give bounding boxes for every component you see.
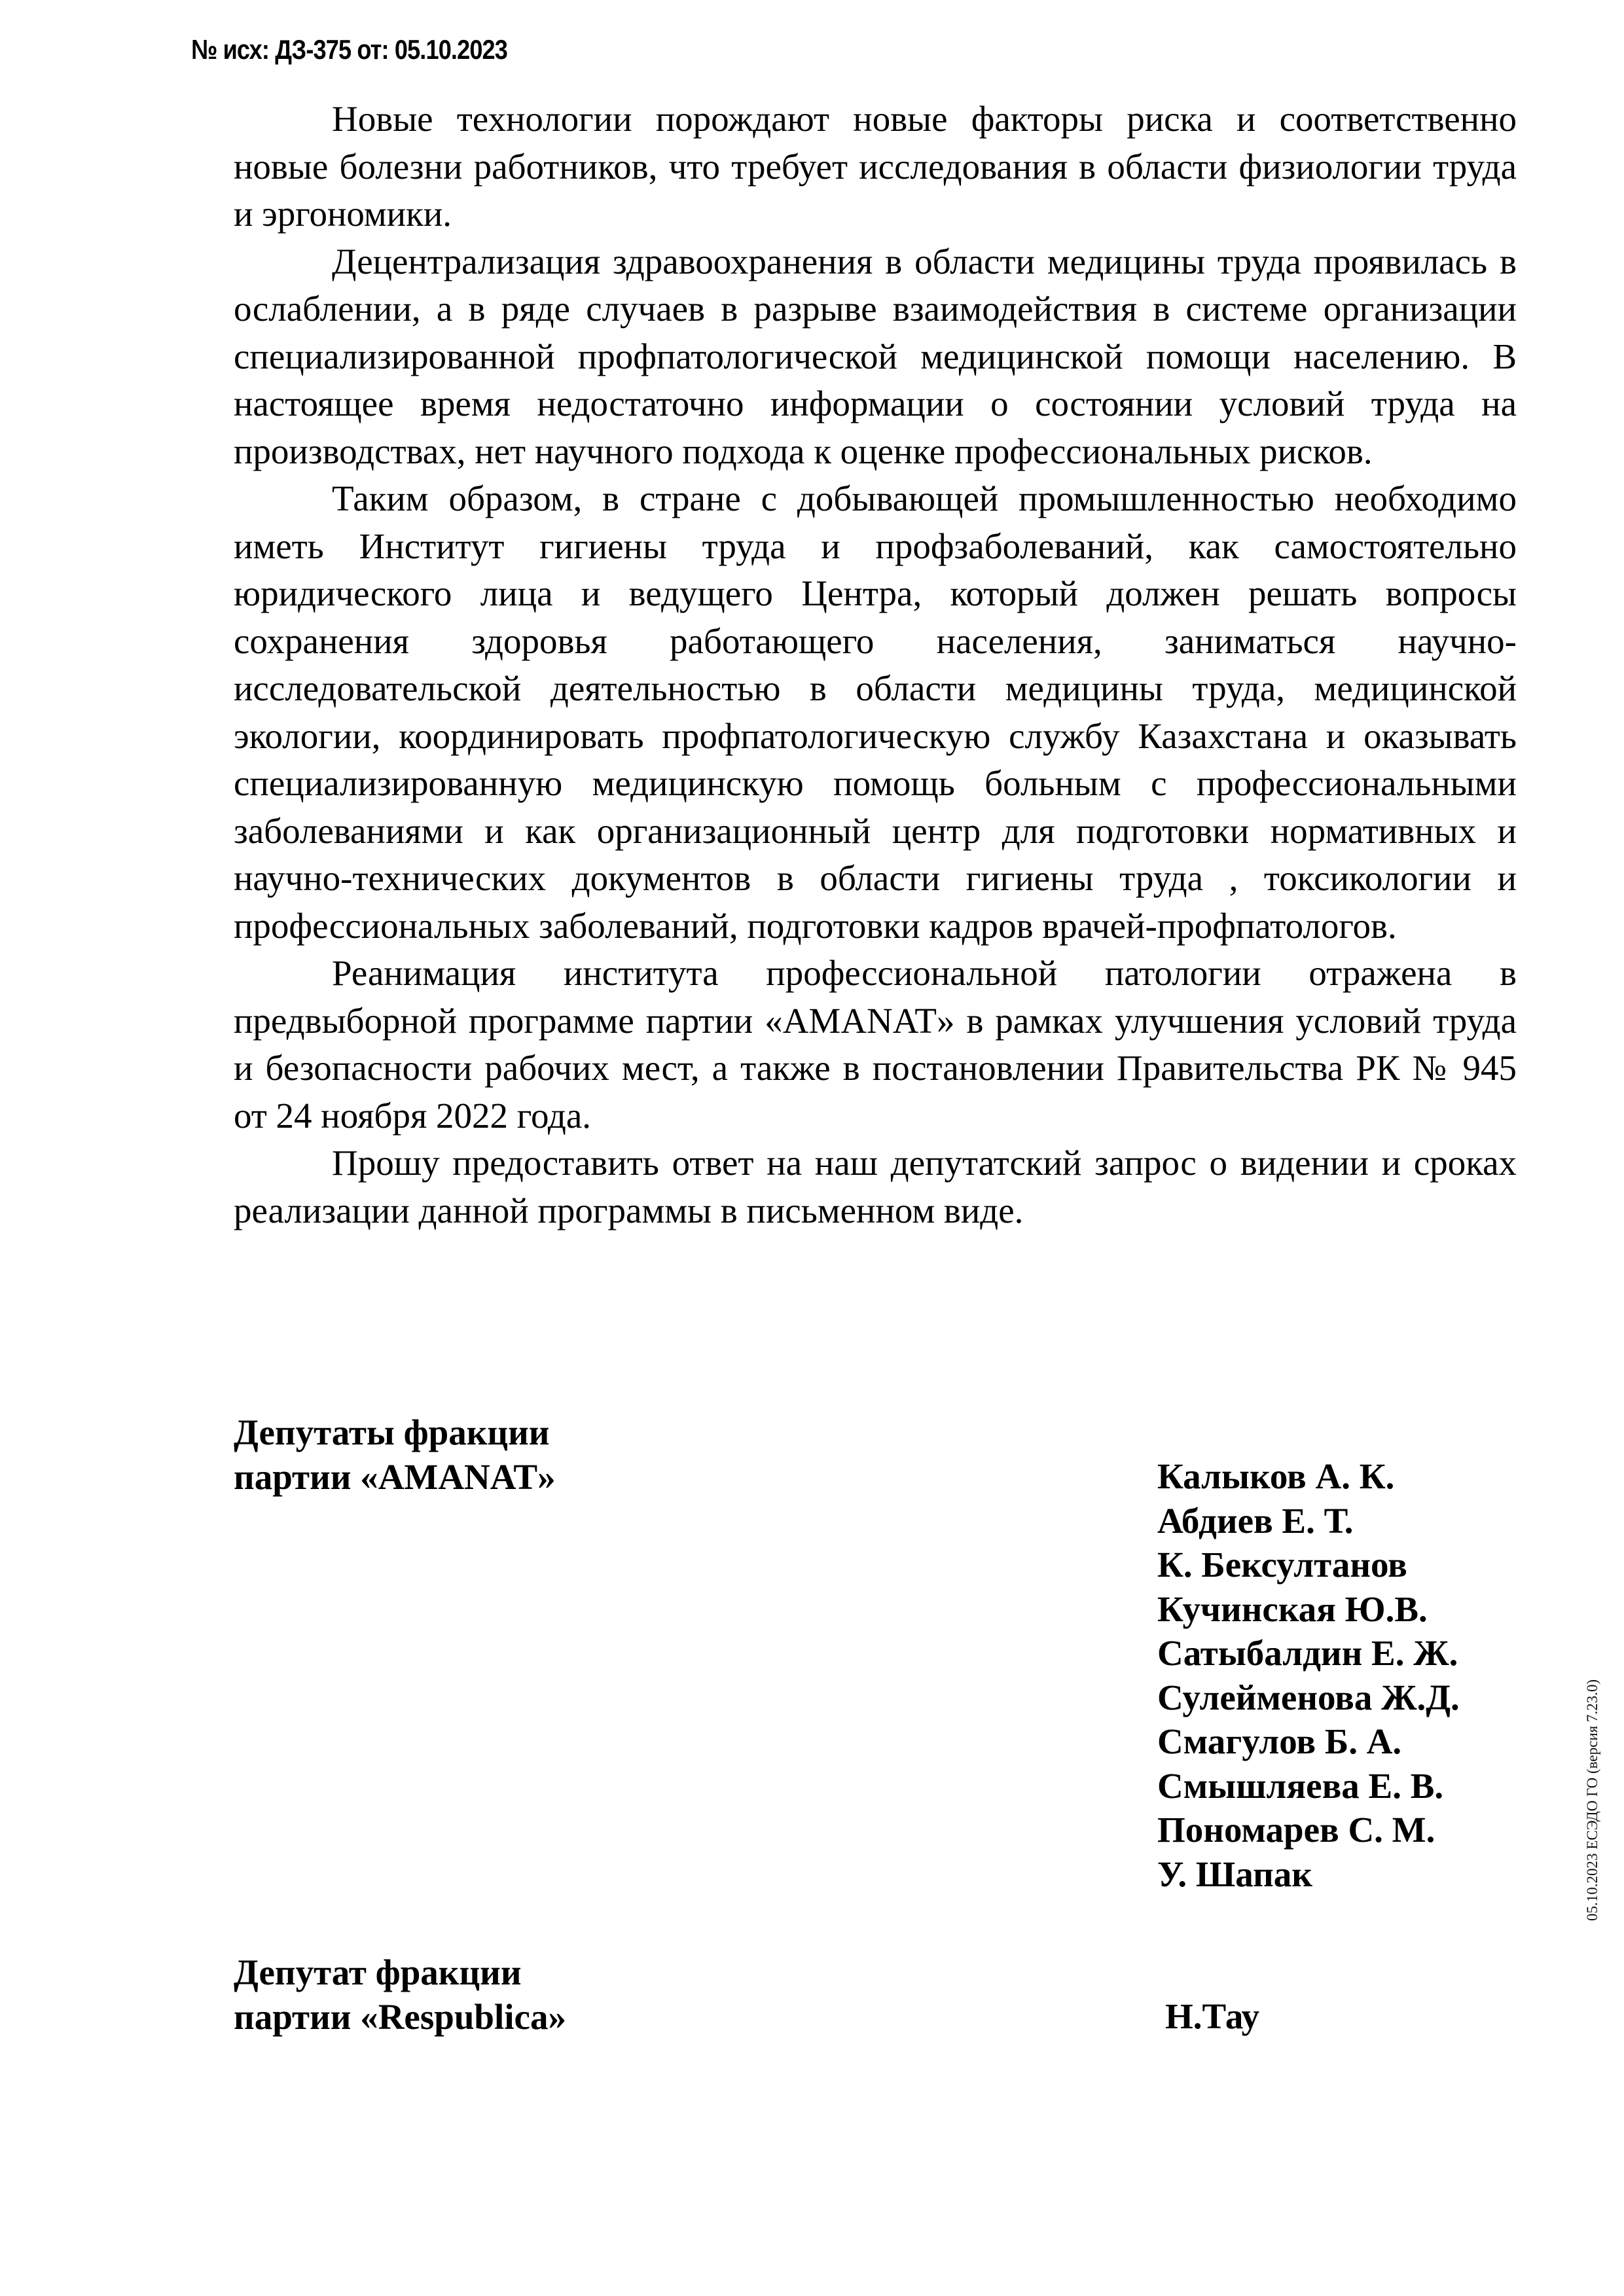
signatory-name: Сулейменова Ж.Д. bbox=[1157, 1677, 1460, 1717]
signatory-name: Калыков А. К. bbox=[1157, 1456, 1395, 1496]
faction-amanat-label bbox=[234, 1410, 556, 1499]
faction-respublica-signatories bbox=[1165, 1994, 1259, 2039]
signatory-name: Кучинская Ю.В. bbox=[1157, 1588, 1428, 1629]
signatory-name: Пономарев С. М. bbox=[1157, 1810, 1435, 1850]
signatory-name: Абдиев Е. Т. bbox=[1157, 1500, 1354, 1541]
edms-side-stamp: 05.10.2023 ЕСЭДО ГО (версия 7.23.0) bbox=[1584, 1679, 1600, 1921]
faction-respublica-label bbox=[234, 1950, 566, 2039]
body-paragraph: Прошу предоставить ответ на наш депутатский запрос о видении и сроках реализации данной программы в письменном виде. bbox=[234, 1143, 1517, 1230]
faction-label-line: Депутаты фракции bbox=[234, 1412, 550, 1452]
body-paragraph: Таким образом, в стране с добывающей промышленностью необходимо иметь Институт гигиены труда и профзаболеваний, как самостоятельно юридического лица и ведущего Центра, который должен решать вопросы сохранения здоровья работающего населения, заниматься научно-исследовательской деятельностью в области медицины труда, медицинской экологии, координировать профпатологическую службу Казахстана и оказывать специализированную медицинскую помощь больным с профессиональными заболеваниями и как организационный центр для подготовки нормативных и научно-технических документов в области гигиены труда , токсикологии и профессиональных заболеваний, подготовки кадров врачей-профпатологов. bbox=[234, 478, 1517, 946]
signatory-name: Смышляева Е. В. bbox=[1157, 1765, 1444, 1806]
letter-body bbox=[234, 96, 1517, 1234]
faction-label-line: Депутат фракции bbox=[234, 1952, 522, 1992]
faction-label-line: партии «AMANAT» bbox=[234, 1456, 556, 1497]
signatory-name: Смагулов Б. А. bbox=[1157, 1721, 1402, 1761]
body-paragraph: Децентрализация здравоохранения в области медицины труда проявилась в ослаблении, а в ряде случаев в разрыве взаимодействия в системе организации специализированной профпатологической медицинской помощи населению. В настоящее время недостаточно информации о состоянии условий труда на производствах, нет научного подхода к оценке профессиональных рисков. bbox=[234, 241, 1517, 471]
signatory-name: Сатыбалдин Е. Ж. bbox=[1157, 1633, 1458, 1673]
body-paragraph: Новые технологии порождают новые факторы риска и соответственно новые болезни работников, что требует исследования в области физиологии труда и эргономики. bbox=[234, 99, 1517, 234]
document-number: № исх: ДЗ-375 от: 05.10.2023 bbox=[191, 34, 508, 65]
body-paragraph: Реанимация института профессиональной патологии отражена в предвыборной программе партии «AMANAT» в рамках улучшения условий труда и безопасности рабочих мест, а также в постановлении Правительства РК № 945 от 24 ноября 2022 года. bbox=[234, 953, 1517, 1136]
signatory-name: К. Бексултанов bbox=[1157, 1545, 1407, 1585]
faction-label-line: партии «Respublica» bbox=[234, 1996, 566, 2037]
signatory-name: У. Шапак bbox=[1157, 1854, 1312, 1894]
faction-amanat-signatories bbox=[1157, 1454, 1460, 1896]
signatory-name: Н.Тау bbox=[1165, 1996, 1260, 2036]
